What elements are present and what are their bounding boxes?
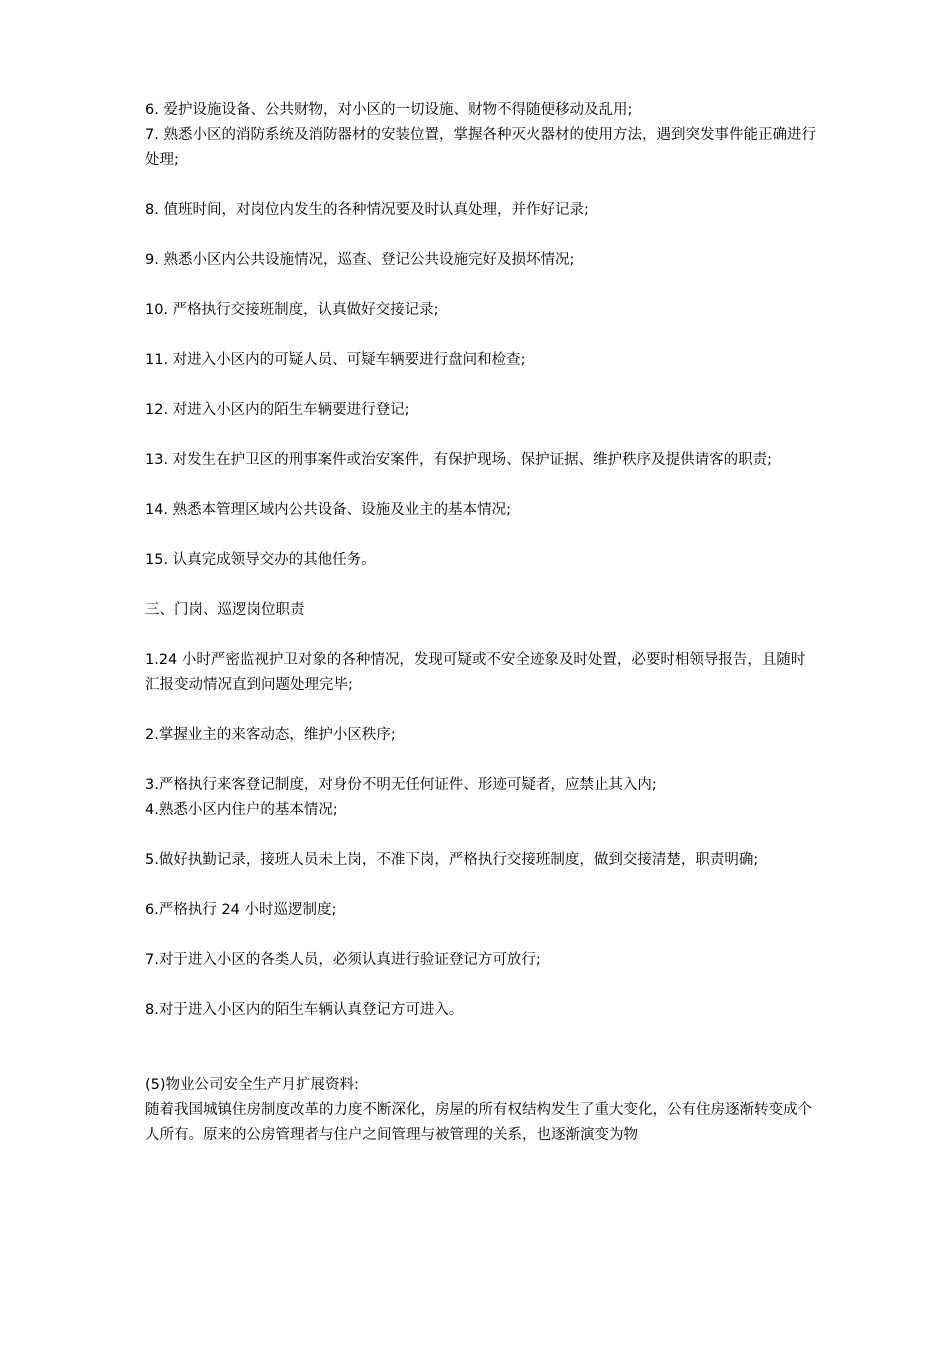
- paragraph-item-9: 9. 熟悉小区内公共设施情况，巡查、登记公共设施完好及损坏情况;: [145, 252, 575, 268]
- section-heading: 三、门岗、巡逻岗位职责: [145, 602, 305, 618]
- extended-material-body: 随着我国城镇住房制度改革的力度不断深化，房屋的所有权结构发生了重大变化，公有住房逐渐转变成个人所有。原来的公房管理者与住户之间管理与被管理的关系，也逐渐演变为物: [145, 1102, 812, 1143]
- duty-item-1: 1.24 小时严密监视护卫对象的各种情况，发现可疑或不安全迹象及时处置，必要时相领导报告，且随时汇报变动情况直到问题处理完毕;: [145, 652, 806, 693]
- paragraph-item-6: 6. 爱护设施设备、公共财物，对小区的一切设施、财物不得随便移动及乱用;: [145, 102, 633, 118]
- duty-item-4: 4.熟悉小区内住户的基本情况;: [145, 802, 338, 818]
- extended-material-heading: (5)物业公司安全生产月扩展资料:: [145, 1077, 359, 1093]
- duty-item-7: 7.对于进入小区的各类人员，必须认真进行验证登记方可放行;: [145, 952, 541, 968]
- duty-item-5: 5.做好执勤记录，接班人员未上岗，不准下岗，严格执行交接班制度，做到交接清楚，职责明确;: [145, 852, 759, 868]
- paragraph-item-12: 12. 对进入小区内的陌生车辆要进行登记;: [145, 402, 410, 418]
- duty-item-8: 8.对于进入小区内的陌生车辆认真登记方可进入。: [145, 1002, 464, 1018]
- duty-item-6: 6.严格执行 24 小时巡逻制度;: [145, 902, 337, 918]
- duty-item-3: 3.严格执行来客登记制度，对身份不明无任何证件、形迹可疑者，应禁止其入内;: [145, 777, 657, 793]
- paragraph-item-14: 14. 熟悉本管理区域内公共设备、设施及业主的基本情况;: [145, 502, 512, 518]
- paragraph-item-15: 15. 认真完成领导交办的其他任务。: [145, 552, 376, 568]
- paragraph-item-7: 7. 熟悉小区的消防系统及消防器材的安装位置，掌握各种灭火器材的使用方法，遇到突发事件能正确进行处理;: [145, 127, 816, 168]
- paragraph-item-10: 10. 严格执行交接班制度，认真做好交接记录;: [145, 302, 439, 318]
- paragraph-item-8: 8. 值班时间，对岗位内发生的各种情况要及时认真处理，并作好记录;: [145, 202, 589, 218]
- paragraph-item-11: 11. 对进入小区内的可疑人员、可疑车辆要进行盘问和检查;: [145, 352, 526, 368]
- document-body: [145, 98, 817, 1148]
- duty-item-2: 2.掌握业主的来客动态，维护小区秩序;: [145, 727, 396, 743]
- paragraph-item-13: 13. 对发生在护卫区的刑事案件或治安案件，有保护现场、保护证据、维护秩序及提供请客的职责;: [145, 452, 773, 468]
